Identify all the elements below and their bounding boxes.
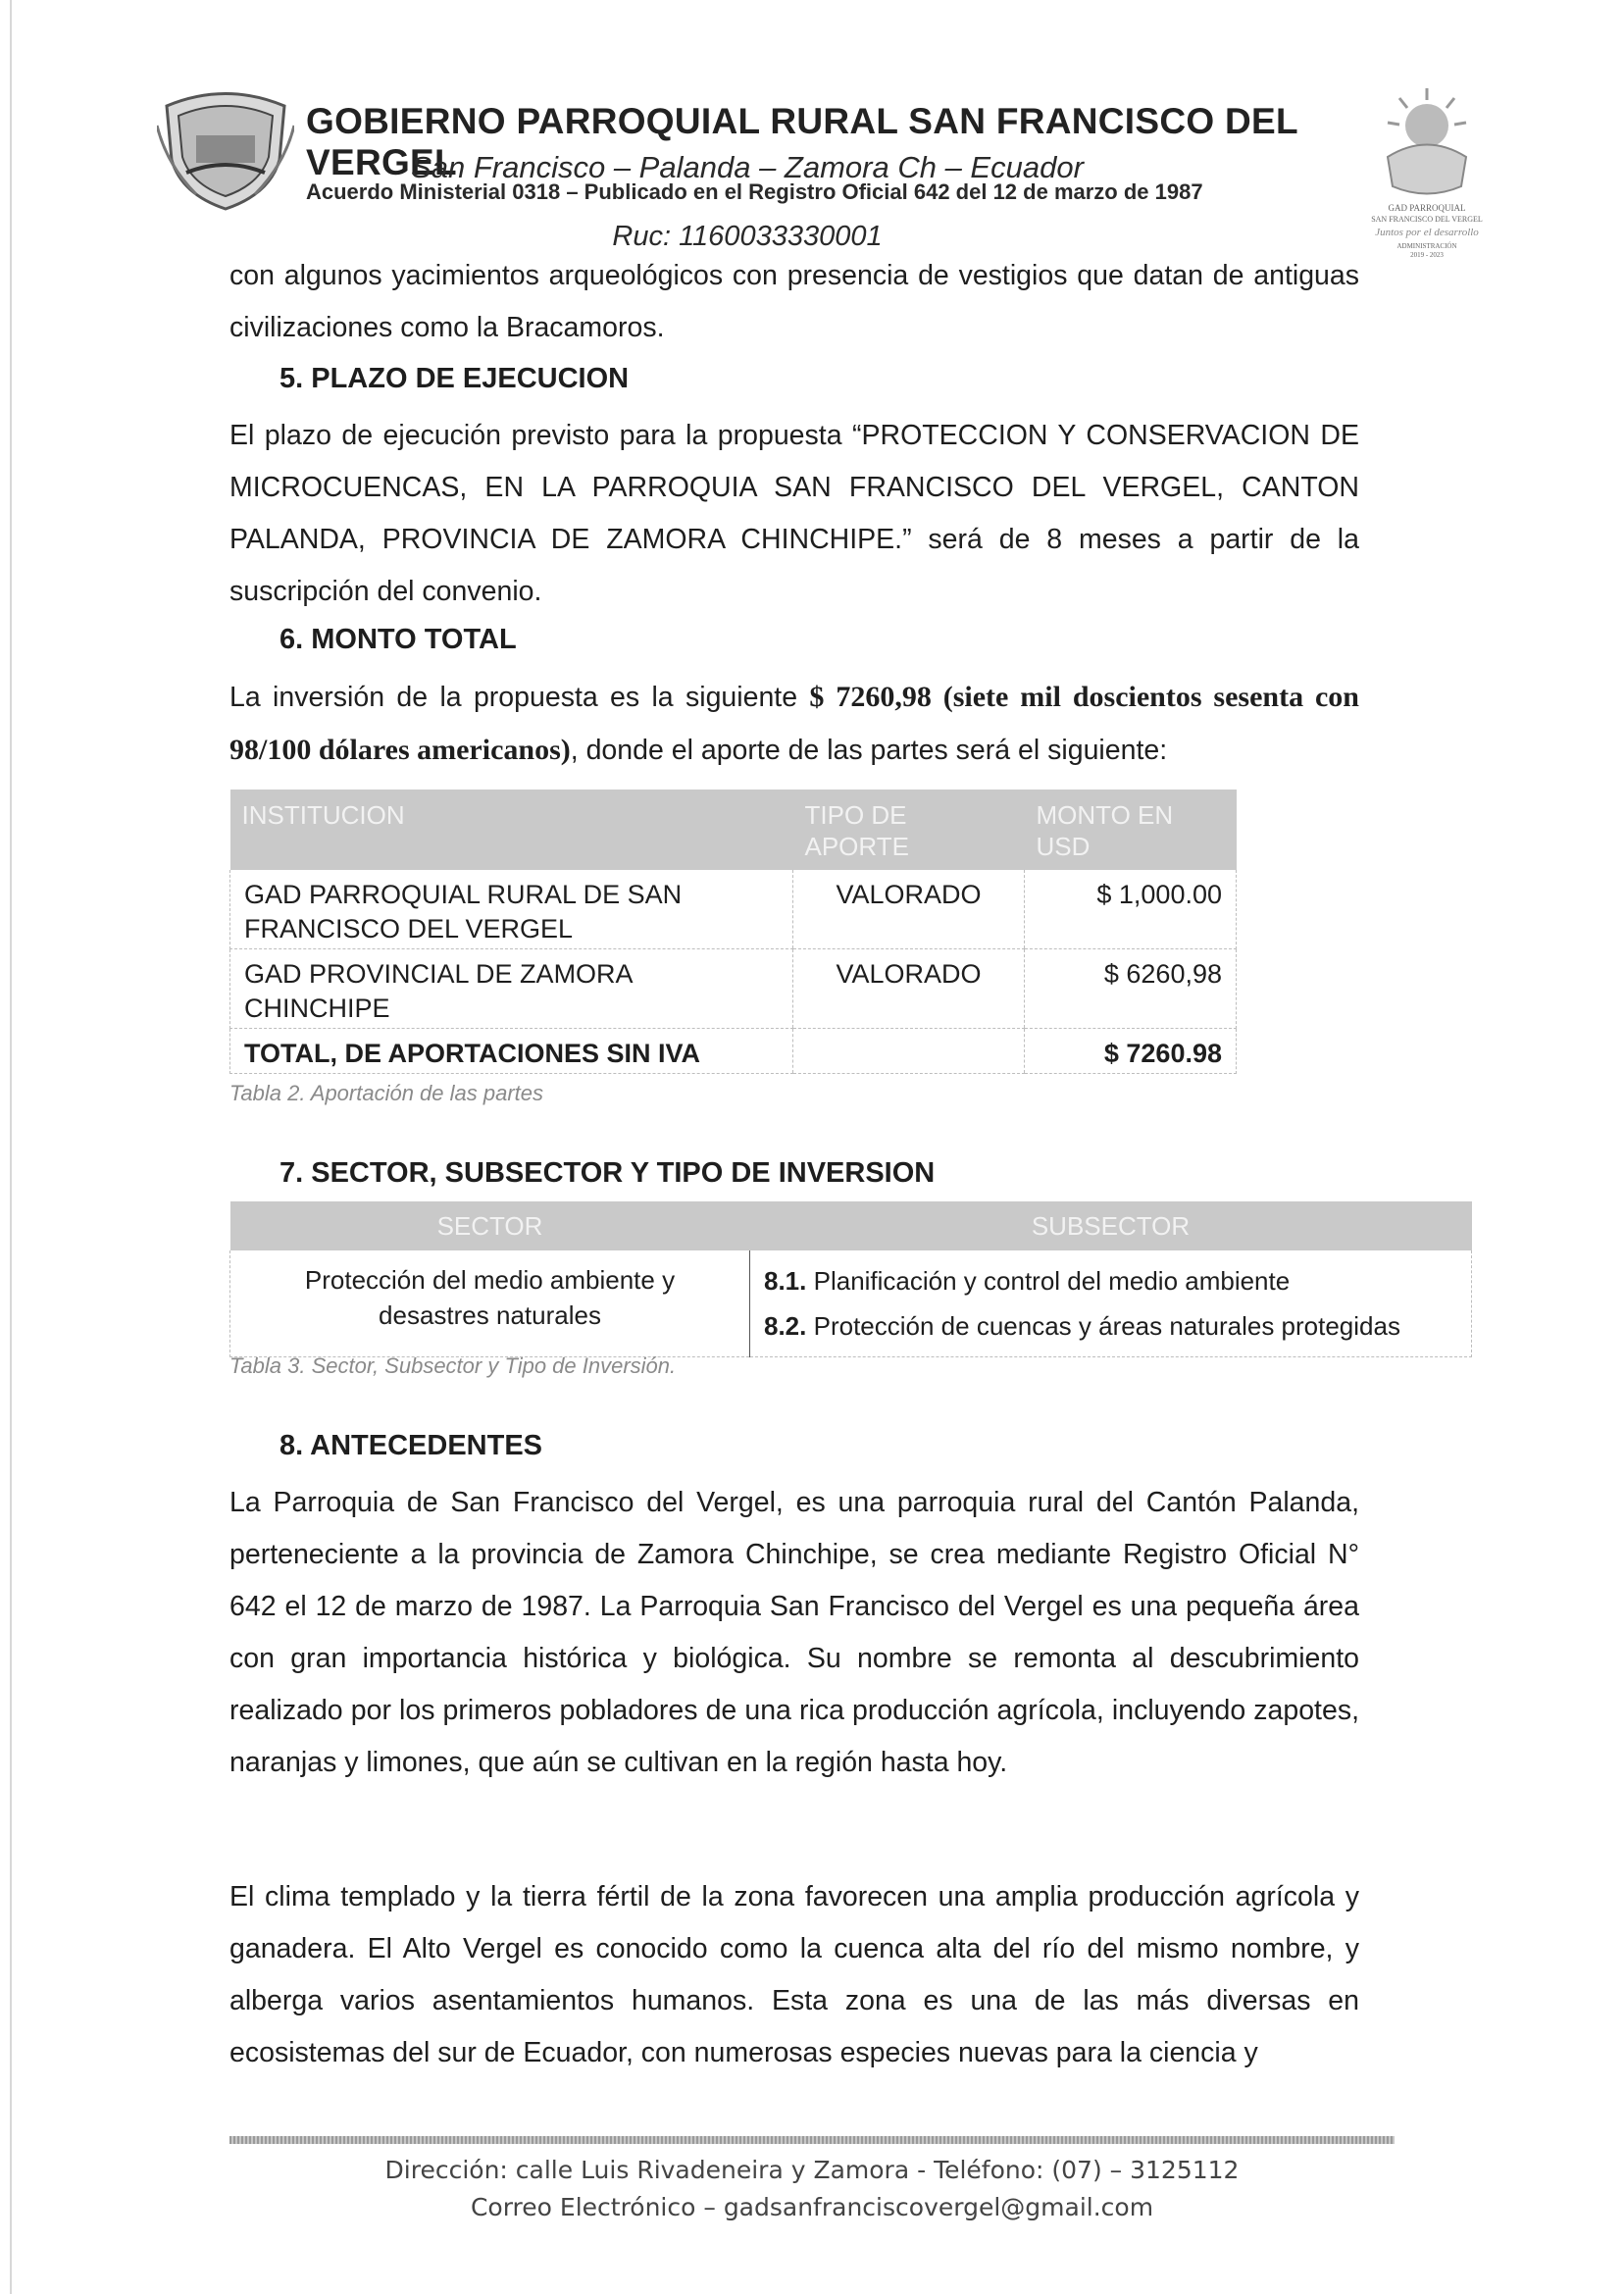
sun-seal-icon (1329, 78, 1525, 270)
section8-paragraph1: La Parroquia de San Francisco del Vergel, es una parroquia rural del Cantón Palanda, perteneciente a la provincia de Zamora Chinchipe, se crea mediante Registro Oficial N° 642 el 12 de marzo de 1987. La Parroquia San Francisco del Vergel es una pequeña área con gran importancia histórica y biológica. Su nombre se remonta al descubrimiento realizado por los primeros pobladores de una rica producción agrícola, incluyendo zapotes, naranjas y limones, que aún se cultivan en la región hasta hoy. (229, 1487, 1359, 1778)
footer-email: Correo Electrónico – gadsanfranciscovergel@gmail.com (470, 2193, 1154, 2221)
intro-paragraph: con algunos yacimientos arqueológicos con presencia de vestigios que datan de antiguas civilizaciones como la Bracamoros. (229, 260, 1359, 343)
footer-divider (229, 2136, 1395, 2144)
t2-tipo-cell: VALORADO (793, 949, 1025, 1029)
seal-text-2: SAN FRANCISCO DEL VERGEL (1371, 215, 1483, 224)
section8-paragraph2: El clima templado y la tierra fértil de la zona favorecen una amplia producción agrícola y ganadera. El Alto Vergel es conocido como la cuenca alta del río del mismo nombre, y alberga varios asentamientos humanos. Esta zona es una de las más diversas en ecosistemas del sur de Ecuador, con numerosas especies nuevas para la ciencia y (229, 1881, 1359, 2068)
section8-heading: 8. ANTECEDENTES (279, 1430, 543, 1461)
seal-text-1: GAD PARROQUIAL (1388, 203, 1466, 213)
seal-text-3: Juntos por el desarrollo (1375, 227, 1479, 238)
section5-heading: 5. PLAZO DE EJECUCION (279, 363, 630, 394)
subsector-text: Planificación y control del medio ambiente (813, 1266, 1291, 1296)
t2-total-value: $ 7260.98 (1025, 1029, 1237, 1074)
table3-caption: Tabla 3. Sector, Subsector y Tipo de Inversión. (229, 1353, 677, 1378)
seal-text-4: ADMINISTRACIÓN (1396, 242, 1457, 250)
t3-header-subsector: SUBSECTOR (750, 1201, 1472, 1250)
subsector-text: Protección de cuencas y áreas naturales protegidas (813, 1311, 1400, 1341)
header-title: GOBIERNO PARROQUIAL RURAL SAN FRANCISCO DEL VERGEL (306, 101, 1298, 182)
t2-header-monto: MONTO EN USD (1025, 790, 1237, 870)
section6-text-before: La inversión de la propuesta es la siguiente (229, 682, 810, 713)
subsector-num: 8.1. (764, 1266, 807, 1296)
t2-institucion-cell: GAD PROVINCIAL DE ZAMORA CHINCHIPE (230, 949, 793, 1029)
subsector-item (764, 1303, 1457, 1349)
header-acuerdo: Acuerdo Ministerial 0318 – Publicado en el Registro Oficial 642 del 12 de marzo de 1987 (306, 179, 1203, 204)
seal-text-5: 2019 - 2023 (1410, 251, 1444, 259)
t3-header-sector: SECTOR (230, 1201, 750, 1250)
section6-text-after: , donde el aporte de las partes será el siguiente: (570, 735, 1168, 766)
t3-sector-cell: Protección del medio ambiente y desastres naturales (230, 1250, 750, 1357)
t2-header-tipo: TIPO DE APORTE (793, 790, 1025, 870)
table-total-row (230, 1029, 1237, 1074)
header-ruc: Ruc: 1160033330001 (612, 221, 883, 252)
subsector-item (764, 1258, 1457, 1303)
t2-total-empty (793, 1029, 1025, 1074)
t3-subsector-cell (750, 1250, 1472, 1357)
header-subtitle: San Francisco – Palanda – Zamora Ch – Ecuador (411, 150, 1084, 184)
page-margin-line (10, 0, 12, 2294)
parish-shield-logo (157, 86, 294, 214)
table-row (230, 1250, 1472, 1357)
subsector-num: 8.2. (764, 1311, 807, 1341)
table-row (230, 949, 1237, 1029)
footer-address: Dirección: calle Luis Rivadeneira y Zamora - Teléfono: (07) – 3125112 (384, 2156, 1240, 2184)
section6-heading: 6. MONTO TOTAL (279, 624, 517, 655)
t2-institucion-cell: GAD PARROQUIAL RURAL DE SAN FRANCISCO DEL VERGEL (230, 870, 793, 949)
t2-total-label: TOTAL, DE APORTACIONES SIN IVA (230, 1029, 793, 1074)
t2-monto-cell: $ 1,000.00 (1025, 870, 1237, 949)
t2-tipo-cell: VALORADO (793, 870, 1025, 949)
contribution-table (229, 790, 1237, 1074)
table2-caption: Tabla 2. Aportación de las partes (229, 1081, 544, 1105)
table-row (230, 870, 1237, 949)
gad-seal-logo (1329, 78, 1525, 270)
section6-paragraph (229, 671, 1359, 777)
sector-table (229, 1201, 1472, 1357)
t2-header-institucion: INSTITUCION (230, 790, 793, 870)
shield-logo-icon (157, 86, 294, 214)
section5-paragraph: El plazo de ejecución previsto para la propuesta “PROTECCION Y CONSERVACION DE MICROCUENCAS, EN LA PARROQUIA SAN FRANCISCO DEL VERGEL, CANTON PALANDA, PROVINCIA DE ZAMORA CHINCHIPE.” será de 8 meses a partir de la suscripción del convenio. (229, 420, 1359, 607)
t2-monto-cell: $ 6260,98 (1025, 949, 1237, 1029)
section6-amount: $ 7260,98 (siete mil doscientos sesenta con 98/100 dólares americanos) (229, 681, 1359, 766)
section7-heading: 7. SECTOR, SUBSECTOR Y TIPO DE INVERSION (279, 1157, 936, 1189)
